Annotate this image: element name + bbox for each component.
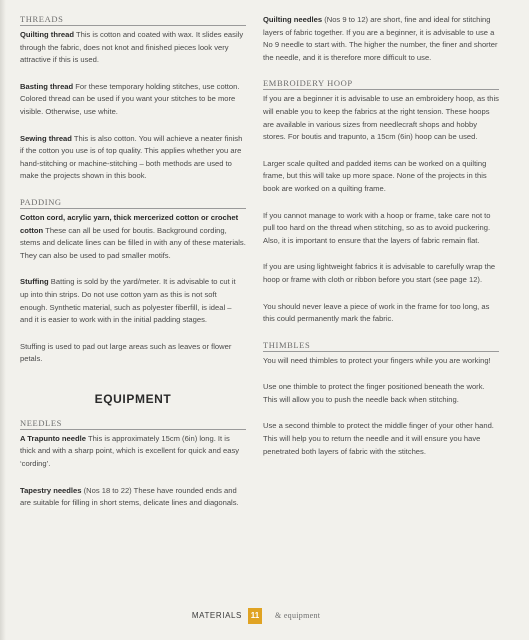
cord-text: These can all be used for boutis. Background cording, stems and delicate lines can be filled in with any of these materials. They can also be used to pad smaller motifs.	[20, 225, 246, 260]
quilting-thread-paragraph	[20, 29, 246, 67]
quilting-thread-term: Quilting thread	[20, 30, 74, 39]
tapestry-text: (Nos 18 to 22) These have rounded ends and are suitable for filling in short stems, delicate lines and diagonals.	[20, 485, 239, 508]
hoop-paragraph-4: If you are using lightweight fabrics it is advisable to carefully wrap the hoop or frame with cloth or ribbon before you start (see page 12).	[263, 262, 496, 284]
trapunto-term: A Trapunto needle	[20, 433, 86, 443]
equipment-title: EQUIPMENT	[94, 391, 172, 406]
cord-term: Cotton cord, acrylic yarn, thick mercerized cotton or crochet cotton	[20, 212, 239, 235]
stuffing-text: Batting is sold by the yard/meter. It is advisable to cut it up into thin strips. Do not use cotton yarn as this is not soft enough. Synthetic material, such as polyester fiberfill, is ideal – and it is easier to work with in the initial padding stages.	[20, 277, 236, 325]
thimbles-heading: THIMBLES	[263, 340, 499, 352]
basting-thread-paragraph	[20, 81, 246, 119]
thimbles-paragraph-2: Use one thimble to protect the finger positioned beneath the work. This will allow you to push the needle back when stitching.	[263, 382, 485, 404]
threads-heading: THREADS	[20, 14, 246, 26]
basting-thread-term: Basting thread	[20, 81, 74, 91]
binding-shadow	[0, 0, 6, 640]
thimbles-paragraph-3: Use a second thimble to protect the middle finger of your other hand. This will help you to return the needle and it will ensure you have penetrated both layers of fabric with the stitches.	[263, 421, 494, 456]
basting-thread-text: For these temporary holding stitches, use cotton. Colored thread can be used if you want your stitches to be more visible. Otherwise, use white.	[20, 81, 240, 116]
needles-heading: NEEDLES	[20, 418, 246, 430]
sewing-thread-text: This is also cotton. You will achieve a neater finish if the cotton you use is of top quality. This applies whether you are hand-stitching or machine-stitching – both methods are used to make the projects shown in this book.	[20, 133, 243, 181]
sewing-thread-term: Sewing thread	[20, 133, 72, 143]
stuffing-note: Stuffing is used to pad out large areas such as leaves or flower petals.	[20, 341, 232, 364]
padding-heading: PADDING	[20, 197, 246, 209]
trapunto-paragraph	[20, 433, 246, 471]
right-column	[263, 14, 499, 472]
trapunto-text: This is approximately 15cm (6in) long. It is thick and with a sharp point, which is excellent for quick and easy ‘cording’.	[20, 433, 240, 469]
quilting-thread-text: This is cotton and coated with wax. It slides easily through the fabric, does not knot and finished pieces look very attractive if this is used.	[20, 30, 244, 65]
hoop-paragraph-2: Larger scale quilted and padded items can be worked on a quilting frame, but this will take up more space. None of the projects in this book are worked on a quilting frame.	[263, 158, 487, 193]
quilting-needles-text: (Nos 9 to 12) are short, fine and ideal for stitching layers of fabric together. If you are a beginner, it is advisable to use a No 9 needle to start with. The higher the number, the finer and shorter the needle, and it is therefore more difficult to use.	[263, 15, 498, 62]
footer-subsection: & equipment	[275, 611, 321, 620]
left-column	[20, 14, 246, 524]
tapestry-term: Tapestry needles	[20, 485, 82, 495]
hoop-paragraph-1: If you are a beginner it is advisable to use an embroidery hoop, as this will enable you to keep the fabrics at the right tension. These hoops are available in various sizes from needlecraft shops and hobby stores. For boutis and trapunto, a 15cm (6in) hoop can be used.	[263, 94, 499, 142]
cord-paragraph	[20, 212, 246, 262]
page-number: 11	[248, 608, 262, 624]
quilting-needles-term: Quilting needles	[263, 15, 323, 24]
hoop-heading: EMBROIDERY HOOP	[263, 78, 499, 90]
sewing-thread-paragraph	[20, 133, 246, 183]
hoop-paragraph-5: You should never leave a piece of work in the frame for too long, as this could permanently mark the fabric.	[263, 301, 490, 324]
thimbles-paragraph-1: You will need thimbles to protect your fingers while you are working!	[263, 355, 491, 365]
stuffing-paragraph	[20, 276, 246, 326]
footer-section: MATERIALS	[191, 611, 242, 620]
hoop-paragraph-3: If you cannot manage to work with a hoop or frame, take care not to pull too hard on the thread when stitching, so as to avoid puckering. Also, it is important to ensure that the layers of fabric remain flat.	[263, 210, 491, 245]
stuffing-term: Stuffing	[20, 277, 49, 287]
quilting-needles-paragraph	[263, 14, 499, 64]
tapestry-paragraph	[20, 485, 246, 510]
page-footer	[0, 608, 529, 626]
